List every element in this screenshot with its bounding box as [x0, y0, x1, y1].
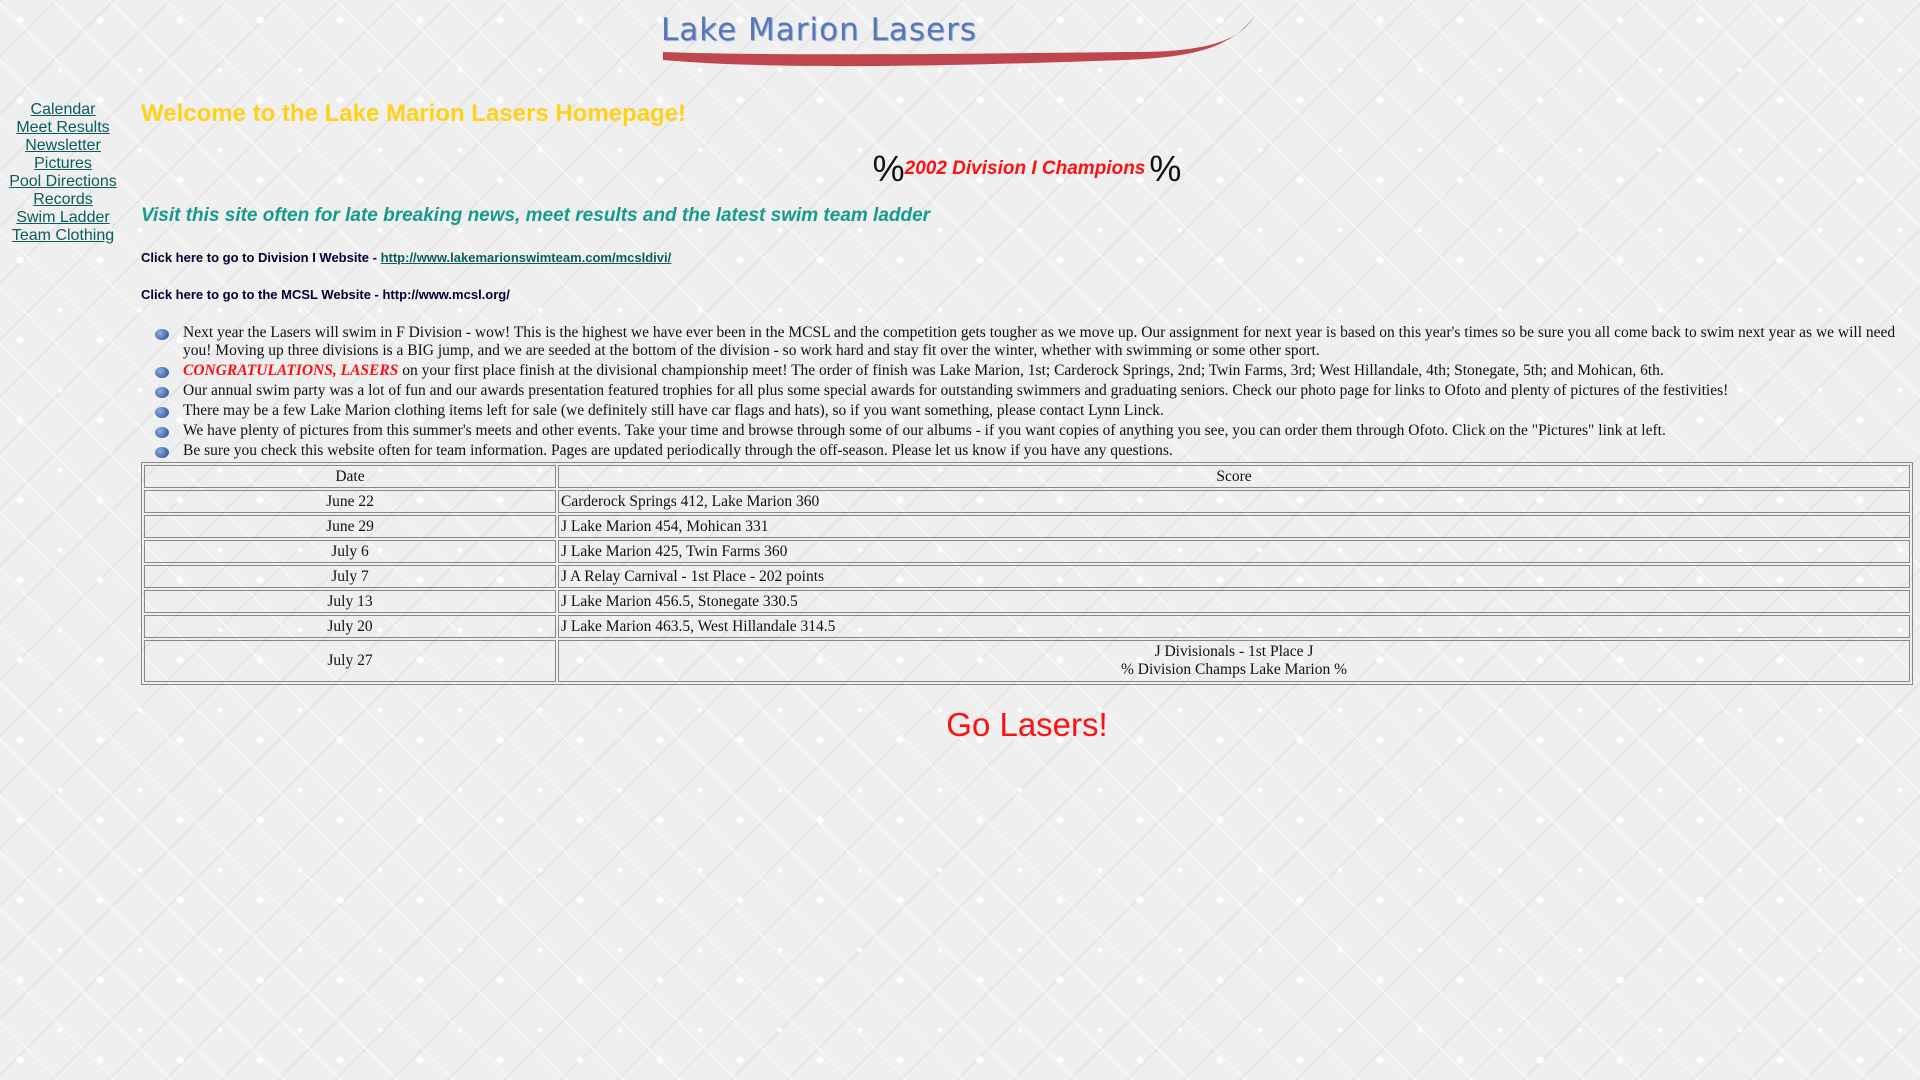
- sidebar-link-records[interactable]: Records: [33, 191, 93, 208]
- news-item: CONGRATULATIONS, LASERS on your first place finish at the divisional championship meet! The order of finish was Lake Marion, 1st; Carderock Springs, 2nd; Twin Farms, 3rd; West Hillandale, 4th; Stonegate, 5th; and Mohican, 6th.: [141, 362, 1913, 380]
- result-score-line-2: % Division Champs Lake Marion %: [1120, 661, 1347, 678]
- result-date: July 27: [144, 640, 556, 682]
- champions-banner: [141, 148, 1913, 190]
- result-score: [558, 640, 1910, 682]
- go-lasers-text: Go Lasers!: [946, 706, 1108, 743]
- result-date: July 6: [144, 540, 556, 563]
- meet-results-table: [141, 462, 1913, 685]
- site-title: Lake Marion Lasers: [661, 12, 977, 48]
- sidebar-link-swim-ladder[interactable]: Swim Ladder: [16, 209, 110, 226]
- sidebar-link-newsletter[interactable]: Newsletter: [25, 137, 101, 154]
- result-score-line-1: J Divisionals - 1st Place J: [1154, 643, 1314, 660]
- header-date: Date: [144, 465, 556, 488]
- news-list: [141, 324, 1913, 462]
- banner: [655, 8, 1265, 80]
- sidebar-link-calendar[interactable]: Calendar: [30, 101, 96, 118]
- result-date: July 20: [144, 615, 556, 638]
- division-website-link[interactable]: http://www.lakemarionswimteam.com/mcsldivi/: [380, 250, 672, 265]
- sidebar-link-pictures[interactable]: Pictures: [34, 155, 92, 172]
- bullet-icon: [155, 367, 169, 378]
- table-row: [144, 490, 1910, 513]
- mcsl-website-line[interactable]: Click here to go to the MCSL Website - http://www.mcsl.org/: [141, 287, 510, 302]
- result-date: June 29: [144, 515, 556, 538]
- table-header-row: [144, 465, 1910, 488]
- welcome-heading: Welcome to the Lake Marion Lasers Homepage!: [141, 100, 687, 127]
- news-item: Our annual swim party was a lot of fun and our awards presentation featured trophies for all plus some special awards for outstanding swimmers and graduating seniors. Check our photo page for links to Ofoto and plenty of pictures of the festivities!: [141, 382, 1913, 400]
- news-item: There may be a few Lake Marion clothing items left for sale (we definitely still have car flags and hats), so if you want something, please contact Lynn Linck.: [141, 402, 1913, 420]
- congratulations-label: CONGRATULATIONS, LASERS: [183, 362, 399, 379]
- news-item: Be sure you check this website often for team information. Pages are updated periodically through the off-season. Please let us know if you have any questions.: [141, 442, 1913, 460]
- table-row: [144, 565, 1910, 588]
- visit-message: Visit this site often for late breaking news, meet results and the latest swim team ladder: [141, 205, 931, 226]
- result-date: July 7: [144, 565, 556, 588]
- result-score: J Lake Marion 425, Twin Farms 360: [558, 540, 1910, 563]
- table-row: [144, 590, 1910, 613]
- division-website-line: [141, 250, 671, 265]
- sidebar-link-meet-results[interactable]: Meet Results: [16, 119, 110, 136]
- sidebar-link-team-clothing[interactable]: Team Clothing: [11, 227, 115, 244]
- table-row: [144, 615, 1910, 638]
- result-score: Carderock Springs 412, Lake Marion 360: [558, 490, 1910, 513]
- table-row: [144, 640, 1910, 682]
- news-item: We have plenty of pictures from this summer's meets and other events. Take your time and browse through some of our albums - if you want copies of anything you see, you can order them through Ofoto. Click on the "Pictures" link at left.: [141, 422, 1913, 440]
- champions-text: 2002 Division I Champions: [904, 158, 1146, 179]
- result-score: J A Relay Carnival - 1st Place - 202 points: [558, 565, 1910, 588]
- percent-symbol-left: %: [872, 148, 905, 189]
- result-score: J Lake Marion 456.5, Stonegate 330.5: [558, 590, 1910, 613]
- sidebar-link-pool-directions[interactable]: Pool Directions: [9, 173, 117, 190]
- news-item: Next year the Lasers will swim in F Division - wow! This is the highest we have ever been in the MCSL and the competition gets tougher as we move up. Our assignment for next year is based on this year's times so be sure you all come back to swim next year as we will need you! Moving up three divisions is a BIG jump, and we are seeded at the bottom of the division - so work hard and stay fit over the winter, whether with swimming or some other sport.: [141, 324, 1913, 360]
- division-link-prefix: Click here to go to Division I Website -: [141, 250, 381, 265]
- table-row: [144, 540, 1910, 563]
- table-row: [144, 515, 1910, 538]
- bullet-icon: [155, 447, 169, 458]
- bullet-icon: [155, 427, 169, 438]
- result-date: July 13: [144, 590, 556, 613]
- bullet-icon: [155, 407, 169, 418]
- percent-symbol-right: %: [1149, 148, 1182, 189]
- result-score: J Lake Marion 454, Mohican 331: [558, 515, 1910, 538]
- sidebar-nav: [0, 101, 126, 245]
- bullet-icon: [155, 387, 169, 398]
- result-date: June 22: [144, 490, 556, 513]
- bullet-icon: [155, 329, 169, 340]
- result-score: J Lake Marion 463.5, West Hillandale 314.5: [558, 615, 1910, 638]
- header-score: Score: [558, 465, 1910, 488]
